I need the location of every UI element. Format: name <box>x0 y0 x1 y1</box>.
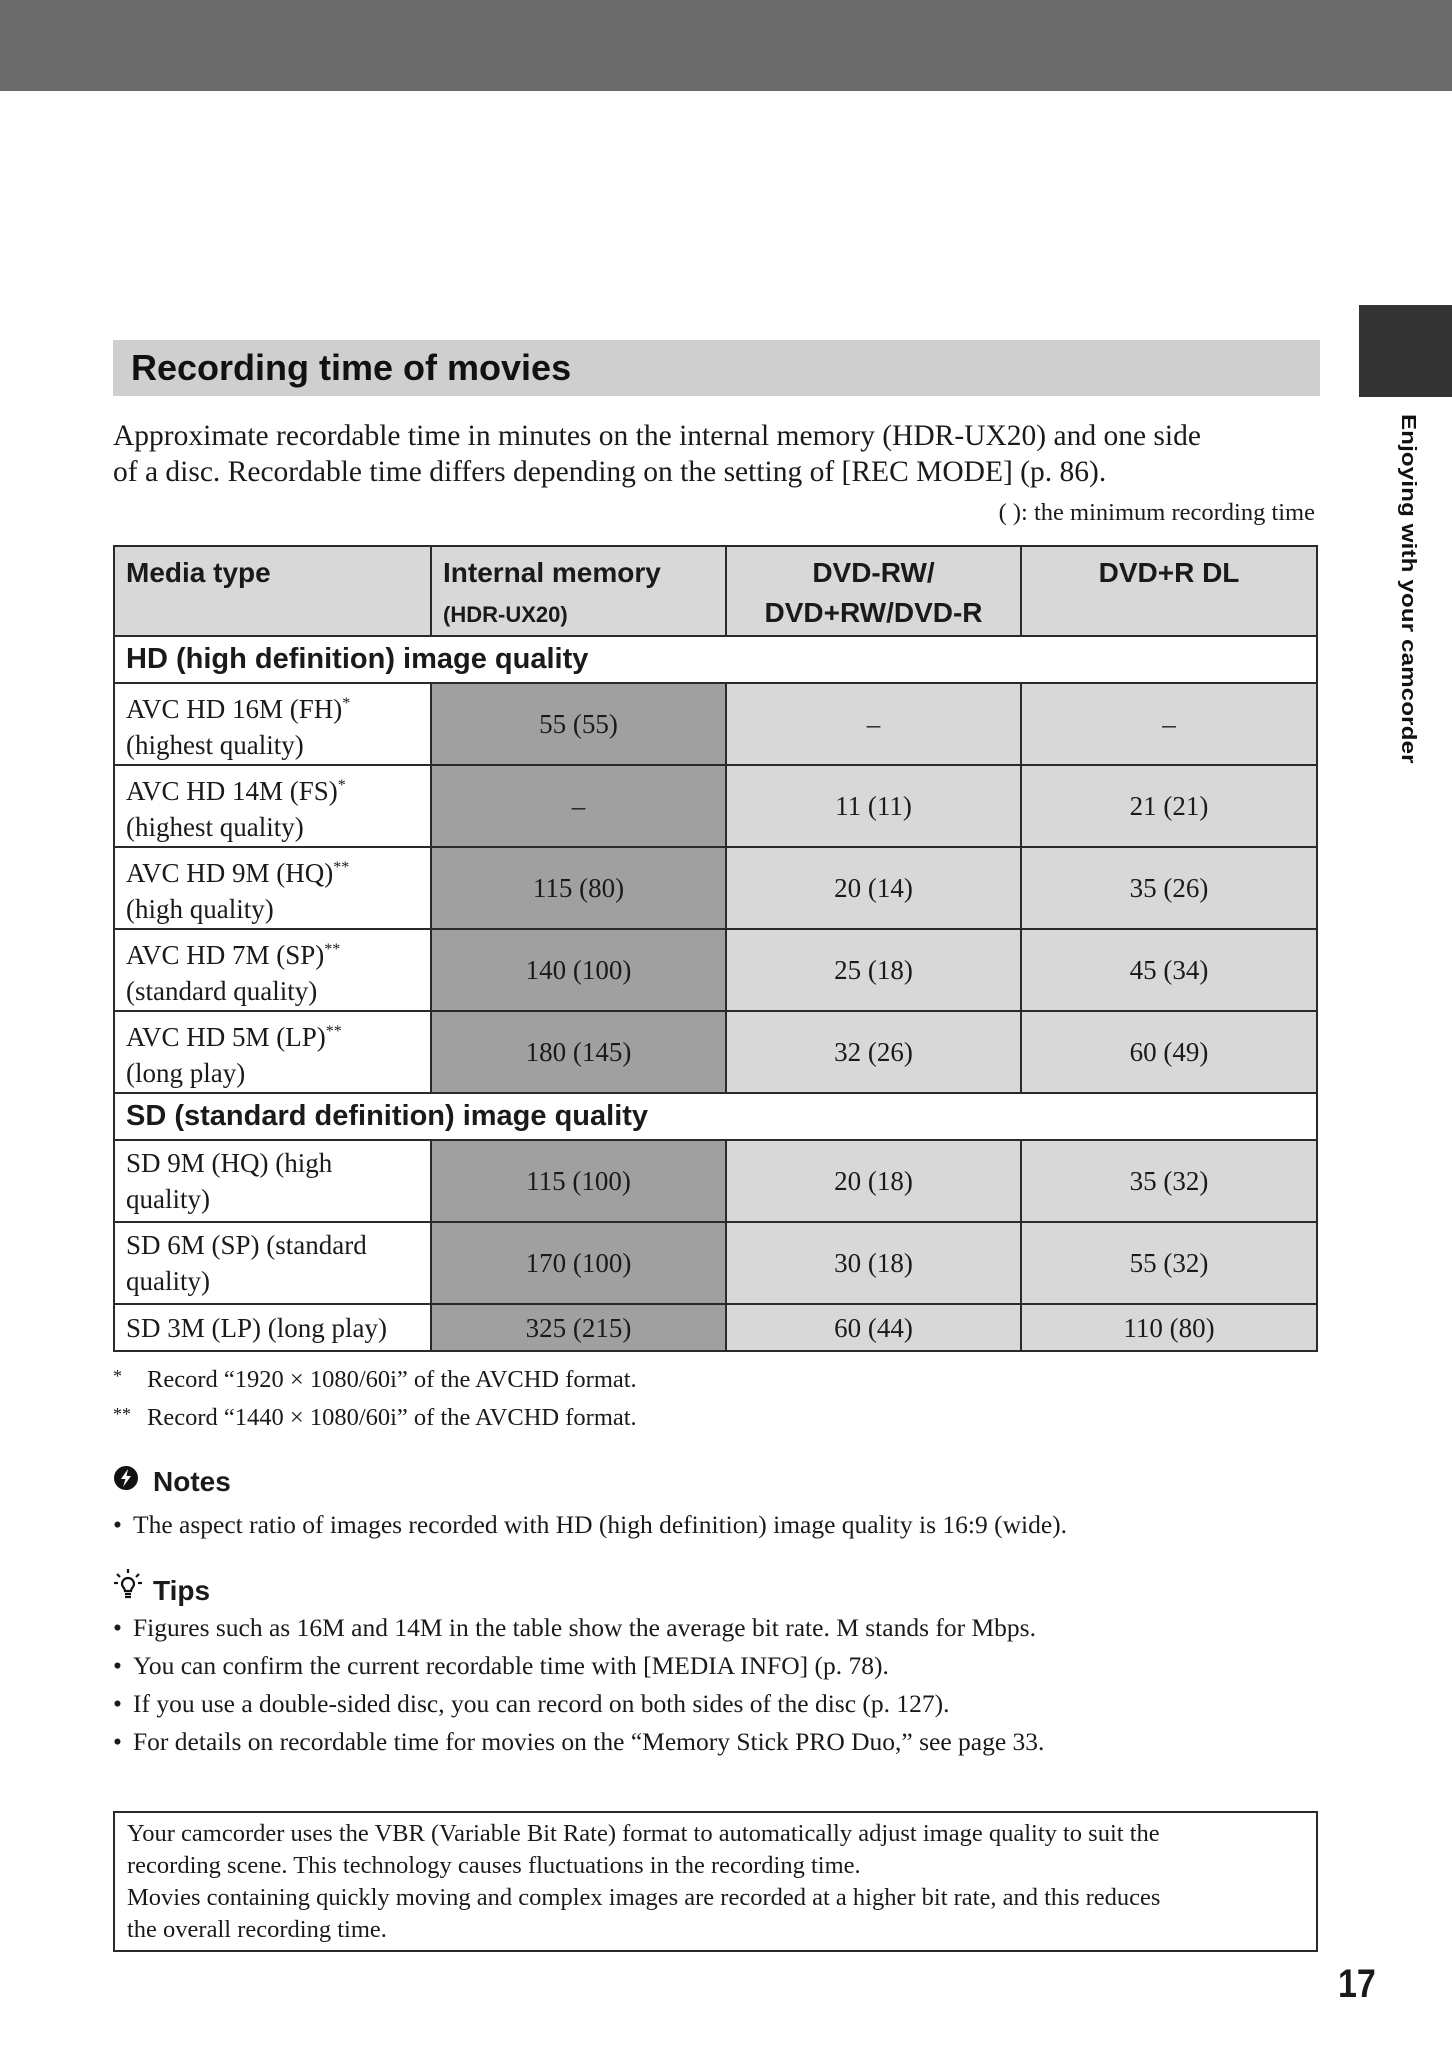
dvd-rw-cell: 60 (44) <box>726 1304 1021 1351</box>
notes-icon <box>113 1465 153 1498</box>
header-media-type: Media type <box>114 546 431 636</box>
dvd-r-dl-cell: 35 (32) <box>1021 1140 1317 1222</box>
box-line: recording scene. This technology causes fluctuations in the recording time. <box>127 1852 861 1879</box>
box-line: the overall recording time. <box>127 1916 387 1943</box>
dvd-r-dl-cell: 21 (21) <box>1021 765 1317 847</box>
dvd-rw-cell: 30 (18) <box>726 1222 1021 1304</box>
side-section-label: Enjoying with your camcorder <box>1396 414 1420 764</box>
mode-cell: SD 9M (HQ) (high quality) <box>114 1140 431 1222</box>
internal-memory-cell: 115 (80) <box>431 847 726 929</box>
mode-cell: AVC HD 16M (FH)* (highest quality) <box>114 683 431 765</box>
header-internal-line2: (HDR-UX20) <box>443 602 568 627</box>
internal-memory-cell: 325 (215) <box>431 1304 726 1351</box>
table-row <box>114 1304 1317 1351</box>
page-number: 17 <box>1338 1962 1376 2006</box>
mode-cell: SD 6M (SP) (standard quality) <box>114 1222 431 1304</box>
tips-heading <box>113 1568 210 1607</box>
footnote-mark: * <box>113 1366 122 1386</box>
intro-line: of a disc. Recordable time differs depending on the setting of [REC MODE] (p. 86). <box>113 456 1107 488</box>
internal-memory-cell: 140 (100) <box>431 929 726 1011</box>
dvd-rw-cell: 32 (26) <box>726 1011 1021 1093</box>
internal-memory-cell: 115 (100) <box>431 1140 726 1222</box>
table-row <box>114 929 1317 1011</box>
tips-title: Tips <box>153 1575 211 1606</box>
dvd-r-dl-cell: – <box>1021 683 1317 765</box>
sd-section-row <box>114 1093 1317 1140</box>
list-item: • You can confirm the current recordable time with [MEDIA INFO] (p. 78). <box>113 1647 1343 1685</box>
notes-title: Notes <box>153 1466 231 1497</box>
mode-cell: AVC HD 9M (HQ)** (high quality) <box>114 847 431 929</box>
table-row <box>114 1222 1317 1304</box>
dvd-rw-cell: 20 (18) <box>726 1140 1021 1222</box>
footnote-mark: ** <box>113 1404 131 1424</box>
box-line: Movies containing quickly moving and complex images are recorded at a higher bit rate, and this reduces <box>127 1884 1161 1911</box>
header-dvd-rw <box>726 546 1021 636</box>
box-line: Your camcorder uses the VBR (Variable Bit Rate) format to automatically adjust image quality to suit the <box>127 1820 1160 1847</box>
header-dvdrw-line1: DVD-RW/ <box>812 557 935 588</box>
list-item: • If you use a double-sided disc, you can record on both sides of the disc (p. 127). <box>113 1685 1343 1723</box>
notes-heading <box>113 1465 231 1498</box>
mode-cell: SD 3M (LP) (long play) <box>114 1304 431 1351</box>
internal-memory-cell: 180 (145) <box>431 1011 726 1093</box>
mode-cell: AVC HD 7M (SP)** (standard quality) <box>114 929 431 1011</box>
header-dvd-r-dl: DVD+R DL <box>1021 546 1317 636</box>
notes-list <box>113 1506 1343 1544</box>
internal-memory-cell: 55 (55) <box>431 683 726 765</box>
dvd-r-dl-cell: 35 (26) <box>1021 847 1317 929</box>
table-header-row <box>114 546 1317 636</box>
table-row <box>114 847 1317 929</box>
dvd-rw-cell: – <box>726 683 1021 765</box>
tips-list <box>113 1609 1343 1761</box>
section-tab-marker <box>1359 305 1452 397</box>
mode-cell: AVC HD 5M (LP)** (long play) <box>114 1011 431 1093</box>
mode-cell: AVC HD 14M (FS)* (highest quality) <box>114 765 431 847</box>
header-internal-line1: Internal memory <box>443 557 661 588</box>
dvd-r-dl-cell: 60 (49) <box>1021 1011 1317 1093</box>
internal-memory-cell: 170 (100) <box>431 1222 726 1304</box>
recording-time-table <box>113 545 1318 1352</box>
dvd-rw-cell: 20 (14) <box>726 847 1021 929</box>
dvd-rw-cell: 11 (11) <box>726 765 1021 847</box>
footnote-text: Record “1440 × 1080/60i” of the AVCHD format. <box>147 1404 637 1431</box>
dvd-rw-cell: 25 (18) <box>726 929 1021 1011</box>
intro-paragraph <box>113 418 1323 490</box>
dvd-r-dl-cell: 45 (34) <box>1021 929 1317 1011</box>
list-item: • For details on recordable time for movies on the “Memory Stick PRO Duo,” see page 33. <box>113 1723 1343 1761</box>
hd-section-label: HD (high definition) image quality <box>114 636 1317 683</box>
table-row <box>114 765 1317 847</box>
list-item: • The aspect ratio of images recorded with HD (high definition) image quality is 16:9 (wide). <box>113 1506 1343 1544</box>
list-item: • Figures such as 16M and 14M in the table show the average bit rate. M stands for Mbps. <box>113 1609 1343 1647</box>
table-row <box>114 1011 1317 1093</box>
minimum-time-note: ( ): the minimum recording time <box>998 499 1315 526</box>
hd-section-row <box>114 636 1317 683</box>
intro-line: Approximate recordable time in minutes on the internal memory (HDR-UX20) and one side <box>113 420 1201 452</box>
dvd-r-dl-cell: 110 (80) <box>1021 1304 1317 1351</box>
footnote-text: Record “1920 × 1080/60i” of the AVCHD format. <box>147 1366 637 1393</box>
top-banner <box>0 0 1452 91</box>
footnote <box>113 1366 637 1394</box>
sd-section-label: SD (standard definition) image quality <box>114 1093 1317 1140</box>
footnote <box>113 1404 637 1432</box>
table-row <box>114 683 1317 765</box>
tips-lightbulb-icon <box>113 1568 153 1607</box>
table-row <box>114 1140 1317 1222</box>
internal-memory-cell: – <box>431 765 726 847</box>
dvd-r-dl-cell: 55 (32) <box>1021 1222 1317 1304</box>
header-internal-memory <box>431 546 726 636</box>
header-dvdrw-line2: DVD+RW/DVD-R <box>764 597 983 628</box>
section-title: Recording time of movies <box>113 340 1320 396</box>
vbr-info-box <box>113 1811 1318 1952</box>
